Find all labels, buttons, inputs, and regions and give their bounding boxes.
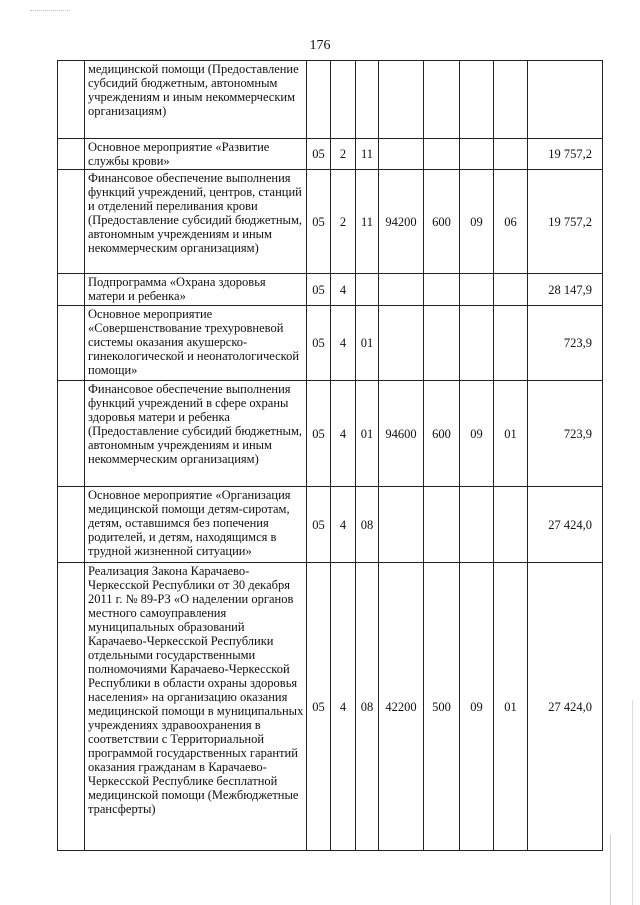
table-row xyxy=(58,170,603,274)
code-cell: 06 xyxy=(494,170,528,274)
code-cell xyxy=(460,487,494,563)
code-cell: 05 xyxy=(307,139,331,170)
code-cell xyxy=(379,139,424,170)
code-cell: 11 xyxy=(356,170,379,274)
code-cell xyxy=(494,274,528,306)
code-cell: 08 xyxy=(356,563,379,851)
code-cell xyxy=(424,487,460,563)
budget-table xyxy=(57,60,603,851)
amount-cell: 19 757,2 xyxy=(528,139,603,170)
code-cell: 05 xyxy=(307,306,331,381)
code-cell: 08 xyxy=(356,487,379,563)
code-cell: 94200 xyxy=(379,170,424,274)
code-cell: 4 xyxy=(331,563,356,851)
code-cell: 500 xyxy=(424,563,460,851)
code-cell: 01 xyxy=(494,563,528,851)
row-number-cell xyxy=(58,563,85,851)
code-cell: 11 xyxy=(356,139,379,170)
code-cell xyxy=(379,306,424,381)
code-cell xyxy=(331,61,356,139)
amount-cell: 27 424,0 xyxy=(528,563,603,851)
row-number-cell xyxy=(58,274,85,306)
code-cell: 94600 xyxy=(379,381,424,487)
code-cell: 05 xyxy=(307,381,331,487)
code-cell: 05 xyxy=(307,274,331,306)
code-cell: 01 xyxy=(356,306,379,381)
page-number: 176 xyxy=(309,38,331,53)
code-cell: 01 xyxy=(356,381,379,487)
code-cell xyxy=(460,306,494,381)
description-cell: Основное мероприятие «Совершенствование трехуровневой системы оказания акушерско-гинекологической и неонатологической помощи» xyxy=(85,306,307,381)
amount-cell: 27 424,0 xyxy=(528,487,603,563)
code-cell: 600 xyxy=(424,381,460,487)
code-cell xyxy=(494,306,528,381)
amount-cell: 28 147,9 xyxy=(528,274,603,306)
code-cell xyxy=(424,274,460,306)
code-cell: 4 xyxy=(331,306,356,381)
amount-cell: 723,9 xyxy=(528,381,603,487)
code-cell: 05 xyxy=(307,487,331,563)
code-cell xyxy=(379,274,424,306)
amount-cell: 19 757,2 xyxy=(528,170,603,274)
description-cell: Финансовое обеспечение выполнения функций учреждений, центров, станций и отделений переливания крови (Предоставление субсидий бюджетным, автономным учреждениям и иным некоммерческим организациям) xyxy=(85,170,307,274)
code-cell: 05 xyxy=(307,563,331,851)
description-cell: Основное мероприятие «Развитие службы крови» xyxy=(85,139,307,170)
code-cell: 09 xyxy=(460,381,494,487)
code-cell xyxy=(494,139,528,170)
row-number-cell xyxy=(58,61,85,139)
row-number-cell xyxy=(58,381,85,487)
code-cell: 05 xyxy=(307,170,331,274)
code-cell xyxy=(307,61,331,139)
description-cell: Реализация Закона Карачаево-Черкесской Республики от 30 декабря 2011 г. № 89-РЗ «О наделении органов местного самоуправления муниципальных образований Карачаево-Черкесской Республики отдельными государственными полномочиями Карачаево-Черкесской Республики в области охраны здоровья населения» на организацию оказания медицинской помощи в муниципальных учреждениях здравоохранения в соответствии с Территориальной программой государственных гарантий оказания гражданам в Карачаево-Черкесской Республике бесплатной медицинской помощи (Межбюджетные трансферты) xyxy=(85,563,307,851)
code-cell xyxy=(460,139,494,170)
code-cell xyxy=(379,61,424,139)
code-cell: 2 xyxy=(331,170,356,274)
amount-cell: 723,9 xyxy=(528,306,603,381)
description-cell: медицинской помощи (Предоставление субсидий бюджетным, автономным учреждениям и иным некоммерческим организациям) xyxy=(85,61,307,139)
table-row xyxy=(58,563,603,851)
code-cell xyxy=(356,274,379,306)
code-cell xyxy=(379,487,424,563)
row-number-cell xyxy=(58,139,85,170)
code-cell xyxy=(460,61,494,139)
row-number-cell xyxy=(58,306,85,381)
table-row xyxy=(58,61,603,139)
scan-artifact xyxy=(632,700,633,905)
code-cell: 2 xyxy=(331,139,356,170)
code-cell: 42200 xyxy=(379,563,424,851)
code-cell xyxy=(424,306,460,381)
description-cell: Финансовое обеспечение выполнения функций учреждений в сфере охраны здоровья матери и ребенка (Предоставление субсидий бюджетным, автономным учреждениям и иным некоммерческим организациям) xyxy=(85,381,307,487)
description-cell: Основное мероприятие «Организация медицинской помощи детям-сиротам, детям, оставшимся без попечения родителей, и детям, находящимся в трудной жизненной ситуации» xyxy=(85,487,307,563)
code-cell xyxy=(494,487,528,563)
code-cell xyxy=(424,139,460,170)
code-cell: 01 xyxy=(494,381,528,487)
code-cell: 09 xyxy=(460,563,494,851)
row-number-cell xyxy=(58,487,85,563)
scan-artifact xyxy=(610,835,611,905)
table-row xyxy=(58,381,603,487)
table-row xyxy=(58,487,603,563)
table-row xyxy=(58,139,603,170)
code-cell xyxy=(424,61,460,139)
table-row xyxy=(58,306,603,381)
code-cell xyxy=(494,61,528,139)
table-row xyxy=(58,274,603,306)
code-cell: 600 xyxy=(424,170,460,274)
scan-artifact xyxy=(30,10,70,12)
description-cell: Подпрограмма «Охрана здоровья матери и ребенка» xyxy=(85,274,307,306)
code-cell: 4 xyxy=(331,381,356,487)
amount-cell xyxy=(528,61,603,139)
row-number-cell xyxy=(58,170,85,274)
code-cell: 4 xyxy=(331,274,356,306)
code-cell xyxy=(356,61,379,139)
code-cell: 4 xyxy=(331,487,356,563)
code-cell: 09 xyxy=(460,170,494,274)
code-cell xyxy=(460,274,494,306)
